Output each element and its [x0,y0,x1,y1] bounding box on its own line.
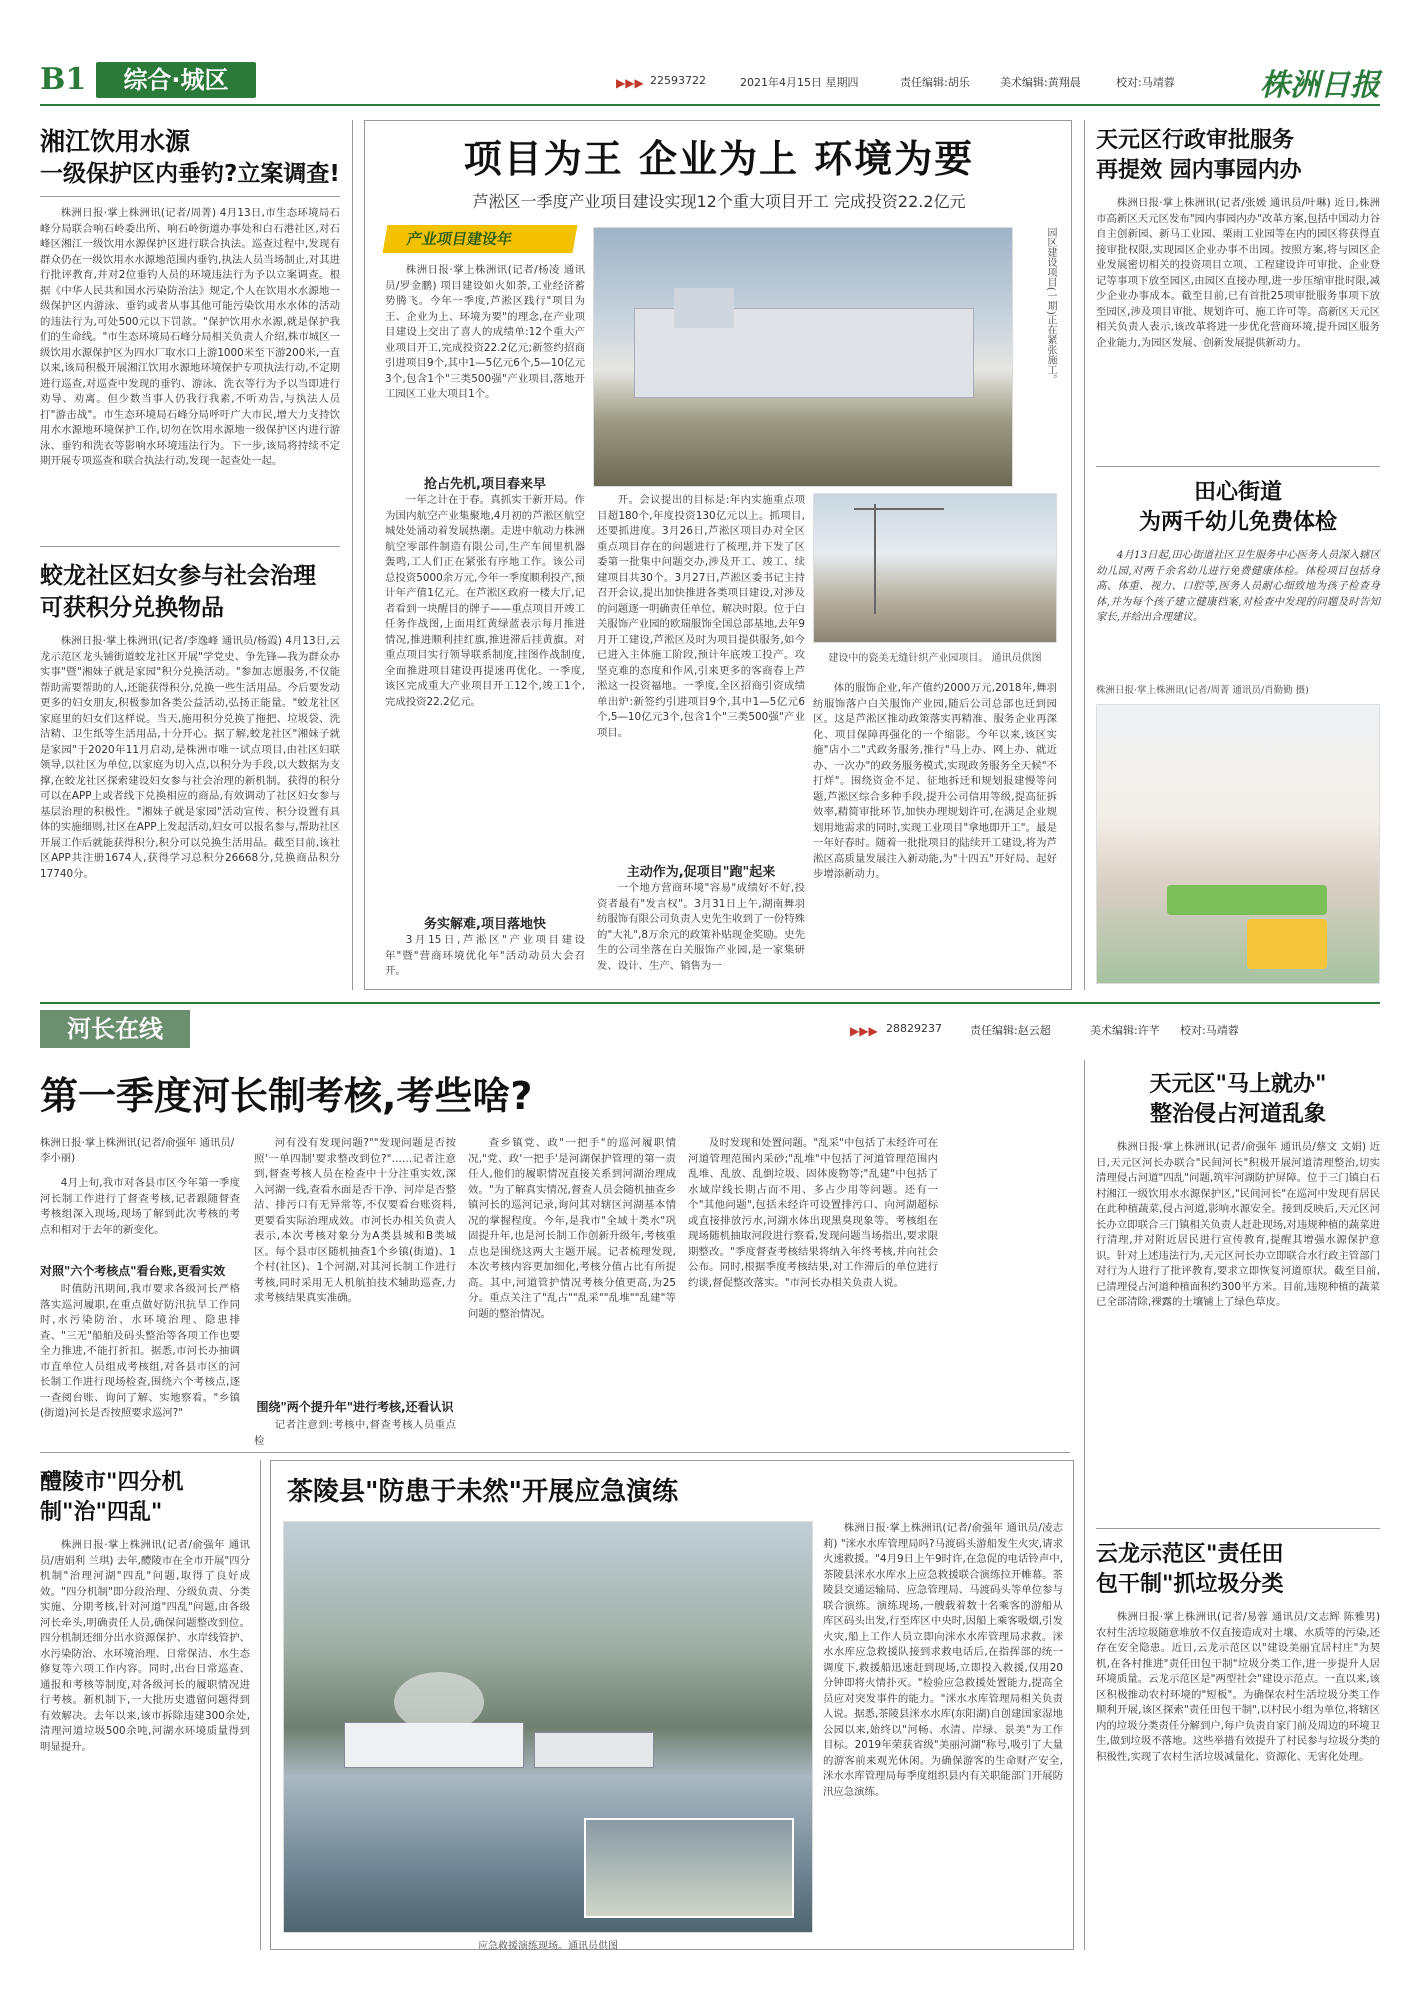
article-title-line2: 制"治"四乱" [40,1500,163,1525]
river-body-1: 时值防汛期间,我市要求各级河长严格落实巡河履职,在重点做好防汛抗旱工作同时,水污染防治、水环境治理、隐患排查、"三无"船舶及码头整治等各项工作也要全力推进,不能打折扣。据悉,市河长办抽调市直单位人员组成考核组,对各县市区的河长制工作进行现场检查,围绕六个考核点,逐一查阅台账、询问了解、实地察看。"乡镇(街道)河长是否按照要求巡河?" [40,1283,240,1419]
page-number: B1 [40,62,87,97]
river-body-2: 河有没有发现问题?""发现问题是否按照'一单四制'要求整改到位?"……记者注意到,督查考核人员在检查中十分注重实效,深入河湖一线,查看水面是否干净、河岸是否整洁、排污口有无异常等,不仅要看台账资料,更要看实际治理成效。市河长办相关负责人表示,本次考核对象分为A类县城和B类城区。每个县市区随机抽查1个乡镇(街道)、1个村(社区)、1个河湖,对其河长制工作进行考核,同时采用无人机航拍技术辅助巡查,力求考核结果真实准确。 [254,1137,456,1304]
article-title-line2: 为两千幼儿免费体检 [1138,510,1337,535]
header-date: 2021年4月15日 星期四 [740,76,859,89]
arrow-icon: ▶▶▶ [850,1024,878,1038]
article-title-line2: 一级保护区内垂钓?立案调查! [40,161,340,187]
article-title-line2: 包干制"抓垃圾分类 [1096,1572,1284,1597]
smoke-shape [394,1672,484,1732]
article-tianyuan-river [1096,1070,1380,1520]
feature-title: 项目为王 企业为上 环境为要 [463,137,975,181]
article-body: 株洲日报·掌上株洲讯(记者/周菁) 4月13日,市生态环境局石峰分局联合响石岭委出所、响石岭街道办事处和白石港社区,对石峰区湘江一级饮用水源保护区进行联合执法。巡查过程中,发现有群众仍在一级饮用水水源地范围内垂钓,执法人员当场制止,对其进行批评教育,并对2位垂钓人员的环境违法行为予以立案调查。根据《中华人民共和国水污染防治法》规定,个人在饮用水水源地一级保护区内游泳、垂钓或者从事其他可能污染饮用水水体的活动的违法行为,可处500元以下罚款。"保护饮用水水源,就是保护我们的生命线。"市生态环境局石峰分局相关负责人介绍,株市城区一级饮用水源保护区为四水厂取水口上游1000米至下游200米,一直以来,该局积极开展湘江饮用水源地环境保护专项执法行动,不定期进行巡查,对巡查中发现的垂钓、游泳、洗衣等行为予以当即进行劝导、劝离。但少数当事人仍我行我素,不听劝告,与执法人员打"游击战"。市生态环境局石峰分局呼吁广大市民,增大力支持饮用水水源地环境保护工作,切勿在饮用水源地一级保护区内进行游泳、垂钓和洗衣等影响水环境违法行为。下一步,该局将持续不定期开展专项巡查和联合执法行动,发现一起查处一起。 [40,207,340,467]
divider [1096,1528,1380,1529]
article-body: 株洲日报·掌上株洲讯(记者/李逸峰 通讯员/杨霞) 4月13日,云龙示范区龙头铺街道蛟龙社区开展"学党史、争先锋—我为群众办实事"暨"湘妹子就是家园"积分兑换活动。"参加志愿服务,不仅能帮助需要帮助的人,还能获得积分,兑换一些生活用品。今后要发动更多的妇女朋友,积极参加各类公益活动,弘扬正能量。"蛟龙社区家庭里的妇女们这样说。当天,施用积分兑换了拖把、垃圾袋、洗洁精、卫生纸等生活用品,十分开心。据了解,蛟龙社区"湘妹子就是家园"于2020年11月启动,是株洲市唯一试点项目,由社区妇联领导,以社区为单位,以家庭为切入点,以积分为手段,以大数据为支撑,在蛟龙社区探索建设妇女参与社会治理的新机制。获得的积分可以在APP上或者线下兑换相应的商品,有效调动了社区妇女参与基层治理的积极性。"湘妹子就是家园"活动宣传、积分设置有具体的实施细则,社区在APP上发起活动,妇女可以报名参与,帮助社区开展工作后就能获得积分,积分可以兑换生活用品。截至目前,该社区APP共注册1674人,获得学习总积分26668分,兑换商品积分17740分。 [40,635,340,880]
feature-photo2-caption: 建设中的瓷美无缝针织产业园项目。 通讯员供图 [828,653,1042,664]
feature-subhead-1: 抢占先机,项目春来早 [424,477,546,492]
column-divider [260,1460,261,1950]
inset-photo [584,1818,794,1918]
column-divider [352,120,353,990]
article-title-line1: 湘江饮用水源 [40,127,191,156]
river-headline: 第一季度河长制考核,考些啥? [40,1074,533,1118]
header-proof: 校对:马靖蓉 [1116,76,1175,89]
feature-col2-end: 一个地方营商环境"容易"成绩好不好,投资者最有"发言权"。3月31日上午,湖南舞羽纺服饰有限公司负责人史先生收到了一份特殊的"大礼",8万余元的政策补贴现金奖励。史先生的公司坐落在白关服饰产业园,是一家集研发、设计、生产、销售为一 [597,882,805,972]
header-phone: 22593722 [650,74,706,87]
article-body: 株洲日报·掌上株洲讯(记者/俞强年 通讯员/蔡文 文娟) 近日,天元区河长办联合"民间河长"积极开展河道清理整治,切实清理侵占河道"四乱"问题,筑牢河湖防护屏障。位于三门镇白石村湘江一级饮用水水源保护区,"民间河长"在巡河中发现有居民在此种植蔬菜,侵占河道,影响水源安全。接到反映后,天元区河长办立即联合三门镇相关负责人赶赴现场,对违规种植的蔬菜进行清理,并对附近居民进行宣传教育,提醒其增强水源保护意识。针对上述违法行为,天元区河长办立即联合水行政主管部门对行为人进行了批评教育,要求立即恢复河道原状。截至目前,已清理侵占河道种植面积约300平方米。目前,违规种植的蔬菜已全部清除,裸露的土壤铺上了绿色草皮。 [1096,1141,1380,1308]
river-section-label: 河长在线 [40,1010,190,1048]
article-title: 茶陵县"防患于未然"开展应急演练 [287,1477,679,1507]
article-title-line1: 田心街道 [1193,480,1282,505]
article-chaling [270,1460,1074,1950]
river-lead: 4月上旬,我市对各县市区今年第一季度河长制工作进行了督查考核,记者跟随督查考核组深入现场,现场了解到此次考核的考点和相对于去年的新变化。 [40,1177,240,1236]
river-art: 美术编辑:许芊 [1090,1024,1160,1037]
article-body: 4月13日起,田心街道社区卫生服务中心医务人员深入辖区幼儿园,对两千余名幼儿进行免费健康体检。体检项目包括身高、体重、视力、口腔等,医务人员耐心细致地为孩子检查身体,并为每个孩子建立健康档案,对检查中发现的问题及时告知家长,并给出合理建议。 [1096,549,1380,623]
feature-subtitle: 芦淞区一季度产业项目建设实现12个重大项目开工 完成投资22.2亿元 [472,192,966,211]
divider [40,1452,1070,1453]
boat-shape [534,1732,654,1768]
drill-photo-caption: 应急救援演练现场。通讯员供图 [478,1941,618,1952]
article-jiaolong [40,560,340,990]
feature-box [364,120,1072,990]
divider [1096,466,1380,467]
feature-subhead-3: 主动作为,促项目"跑"起来 [626,865,776,880]
drill-photo [283,1521,813,1933]
section-rule [40,1002,1380,1004]
table-shape [1167,885,1327,915]
river-editor: 责任编辑:赵云超 [970,1024,1051,1037]
river-body-2b: 记者注意到:考核中,督查考核人员重点检 [254,1419,456,1447]
building-shape [674,288,734,328]
arrow-icon: ▶▶▶ [616,76,644,90]
crane-shape [874,504,876,614]
article-title-line2: 再提效 园内事园内办 [1096,158,1302,183]
title-underline [40,196,340,197]
feature-col3-body: 体的服饰企业,年产值约2000万元,2018年,舞羽纺服饰落户白关服饰产业园,随后公司总部也迁到园区。这是芦淞区推动政策落实再精准、服务企业再深化、项目保障再强化的一个缩影。今年以来,该区实施"店小二"式政务服务,推行"马上办、网上办、就近办、一次办"的政务服务模式,实现政务服务全天候"不打烊"。围绕资金不足、征地拆迁和规划报建慢等问题,芦淞区综合多种手段,提升公司信用等级,提高征拆效率,精简审批环节,加快办理规划许可,在满足企业规划用地需求的同时,实现工业项目"拿地即开工"。最是一年好春时。随着一批批项目的陆续开工建设,将为芦淞区高质量发展注入新动能,为"十四五"开好局、起好步增添新动力。 [813,682,1057,880]
article-title-line1: 醴陵市"四分机 [40,1470,184,1495]
article-body: 株洲日报·掌上株洲讯(记者/张媛 通讯员/叶琳) 近日,株洲市高新区天元区发布"园内事园内办"改革方案,包括中国动力谷自主创新园、新马工业园、栗雨工业园等在内的园区将获得直接审批权限,实现园区企业办事不出园。按照方案,将与园区企业发展密切相关的投资项目立项、工程建设许可审批、企业登记等事项下放至园区,由园区直接办理,进一步压缩审批时限,减少企业办事成本。截至目前,已有首批25项审批服务事项下放至园区,涉及项目审批、规划许可、施工许可等。高新区天元区相关负责人表示,该改革将进一步优化营商环境,提升园区服务企业能力,为园区发展、创新发展提供新动力。 [1096,197,1380,349]
article-yunlong [1096,1540,1380,1950]
photo-credit: 株洲日报·掌上株洲讯(记者/周菁 通讯员/肖勤勤 摄) [1096,685,1309,696]
feature-col2-body: 开。会议提出的目标是:年内实施重点项目超180个,年度投资130亿元以上。抓项目,还要抓进度。3月26日,芦淞区项目办对全区重点项目存在的问题进行了梳理,并下发了区委第一批集中问题交办,涉及开工、竣工、续建项目共30个。3月27日,芦淞区委书记主持召开会议,提出加快推进各类项目建设,对涉及的问题逐一明确责任单位、解决时限。位于白关服饰产业园的欧瑞服饰全国总部基地,去年9月开工建设,芦淞区及时为项目提供服务,如今已进入主体施工阶段,预计年底竣工投产。攻坚克难的态度和作风,引来更多的客商春上芦淞这一投资福地。一季度,全区招商引资成绩单出炉:新签约引进项目9个,其中1—5亿元6个,5—10亿元3个,包含1个"三类500强"产业项目。 [597,494,805,739]
article-title-line1: 蛟龙社区妇女参与社会治理 [40,563,316,589]
article-tianxin [1096,478,1380,990]
article-tianyuan-approval [1096,126,1380,460]
article-body: 株洲日报·掌上株洲讯(记者/俞强年 通讯员/唐娟利 兰琪) 去年,醴陵市在全市开展"四分机制"治理河湖"四乱"问题,取得了良好成效。"四分机制"即分段治理、分级负责、分类实施、分期考核,针对河道"四乱"问题,由各级河长牵头,明确责任人员,确保问题整改到位。四分机制还细分出水资源保护、水岸线管护、水污染防治、水环境治理、日常保洁、水生态修复等六项工作内容。同时,出台日常巡查、通报和考核等制度,对各级河长的履职情况进行考核。新机制下,一大批历史遗留问题得到有效解决。去年以来,该市拆除违建300余处,清理河道垃圾500余吨,河湖水环境质量得到明显提升。 [40,1539,250,1753]
feature-col1-body: 一年之计在于春。真抓实干新开局。作为国内航空产业集聚地,4月初的芦淞区航空城处处涌动着发展热潮。走进中航动力株洲航空零部件制造有限公司,生产车间里机器轰鸣,工人们正在紧张有序地工作。该公司总投资5000余万元,今年一季度顺利投产,预计年产值1亿元。在芦淞区政府一楼大厅,记者看到一块醒目的牌子——重点项目开竣工任务作战图,上面用红黄绿蓝表示每月推进情况,推进顺利挂红旗,推进滞后挂黄旗。对重点项目实行领导联系制度,挂图作战制度,全面推进项目建设再提速再优化。一季度,该区完成重大产业项目开工12个,竣工1个,完成投资22.2亿元。 [385,494,585,708]
page-header [40,60,1380,104]
feature-lead: 株洲日报·掌上株洲讯(记者/杨凌 通讯员/罗金鹏) 项目建设如火如荼,工业经济蓄势腾飞。今年一季度,芦淞区践行"项目为王、企业为上、环境为要"的理念,在产业项目建设上交出了喜人的成绩单:12个重大产业项目开工,完成投资22.2亿元;新签约招商引进项目9个,其中1—5亿元6个,5—10亿元3个,包含1个"三类500强"产业项目,落地开工园区工业大项目1个。 [385,264,585,400]
river-body-3: 查乡镇党、政"一把手"的巡河履职情况,"党、政'一把手'是河湖保护管理的第一责任人,他们的履职情况直接关系到河湖治理成效。"为了解真实情况,督查人员会随机抽查乡镇河长的巡河记录,询问其对辖区河湖基本情况的掌握程度。今年,是我市"全域十类水"巩固提升年,也是河长制工作创新升级年,考核重点也是围绕这两大主题开展。记者梳理发现,本次考核内容更加细化,考核分值占比有所提高。其中,河道管护情况考核分值更高,为25分。重点关注了"乱占""乱采""乱堆""乱建"等问题的整治情况。 [468,1137,676,1320]
article-title-line2: 可获积分兑换物品 [40,595,224,621]
divider [40,546,340,547]
header-rule [40,104,1380,106]
feature-subhead-2: 务实解难,项目落地快 [424,917,546,932]
feature-photo-building [593,227,1013,487]
river-subhead-2: 围绕"两个提升年"进行考核,还看认识 [256,1400,454,1414]
crane-shape [854,508,944,510]
table-shape [1247,919,1327,969]
article-title-line1: 云龙示范区"责任田 [1096,1542,1284,1567]
river-phone: 28829237 [886,1022,942,1035]
article-water-source [40,126,340,536]
article-body: 株洲日报·掌上株洲讯(记者/易蓉 通讯员/文志辉 陈雅男) 农村生活垃圾随意堆放不仅直接造成对土壤、水质等的污染,还存在安全隐患。近日,云龙示范区以"建设美丽宜居村庄"为契机,在各村推进"责任田包干制"垃圾分类工作,进一步提升人居环境质量。云龙示范区是"两型社会"建设示范点。一直以来,该区积极推动农村环境的"短板"。为确保农村生活垃圾分类工作顺利开展,该区探索"责任田包干制",以村民小组为单位,将辖区内的垃圾分类责任分解到户,每户负责自家门前及周边的环境卫生,做到垃圾不落地。这些举措有效提升了村民参与垃圾分类的积极性,实现了农村生活垃圾减量化、资源化、无害化处理。 [1096,1611,1380,1763]
header-art: 美术编辑:黄翔晨 [1000,76,1081,89]
article-liling [40,1468,250,1950]
feature-photo-caption: 园区建设项目(一期)正在紧张施工。 [1045,227,1056,385]
kids-checkup-photo [1096,704,1380,984]
article-title-line1: 天元区"马上就办" [1149,1072,1327,1097]
river-subhead-1: 对照"六个考核点"看台账,更看实效 [40,1264,226,1278]
column-divider [1084,1060,1085,1950]
river-body-4: 及时发现和处置问题。"乱采"中包括了未经许可在河道管理范围内采砂;"乱堆"中包括了河道管理范围内乱堆、乱放、乱倒垃圾、固体废物等;"乱建"中包括了水域岸线长期占而不用、多占少用等问题。还有一个"其他问题",包括未经许可设置排污口、向河湖超标或直接排放污水,河湖水体出现黑臭现象等。考核组在现场随机抽取河段进行察看,发现问题当场指出,要求限期整改。"季度督查考核结果将纳入年终考核,并向社会公布。同时,根据季度考核结果,对工作滞后的单位进行约谈,督促整改落实。"市河长办相关负责人说。 [688,1137,938,1289]
article-title-line2: 整治侵占河道乱象 [1149,1102,1326,1127]
article-body: 株洲日报·掌上株洲讯(记者/俞强年 通讯员/凌志莉) "洣水水库管理局吗?马渡码头游船发生火灾,请求火速救援。"4月9日上午9时许,在急促的电话铃声中,茶陵县洣水水库水上应急救援联合演练拉开帷幕。茶陵县交通运输局、应急管理局、马渡码头等单位参与联合演练。演练现场,一艘载着数十名乘客的游船从库区码头出发,行至库区中央时,因船上乘客吸烟,引发火灾,船上工作人员立即向洣水水库管理局求救。洣水水库应急救援队接到求救电话后,在指挥部的统一调度下,救援船迅速赶到现场,立即投入救援,仅用20分钟即将火情扑灭。"检验应急救援处置能力,提高全员应对突发事件的能力。"洣水水库管理局相关负责人说。据悉,茶陵县洣水水库(东阳湖)自创建国家湿地公园以来,始终以"河畅、水清、岸绿、景美"为工作目标。2019年荣获省级"美丽河湖"称号,吸引了大量的游客前来观光休闲。为确保游客的生命财产安全,洣水水库管理局每季度组织县内有关职能部门开展防汛应急演练。 [823,1522,1064,1798]
badge-text: 产业项目建设年 [405,230,514,248]
river-proof: 校对:马靖蓉 [1180,1024,1239,1037]
article-title-line1: 天元区行政审批服务 [1096,128,1295,153]
feature-col1-end: 3月15日,芦淞区"产业项目建设年"暨"营商环境优化年"活动动员大会召开。 [385,934,585,977]
river-section-header [40,1010,1380,1054]
column-divider [1084,120,1085,990]
header-editor: 责任编辑:胡乐 [900,76,970,89]
river-byline: 株洲日报·掌上株洲讯(记者/俞强年 通讯员/李小丽) [40,1137,235,1164]
feature-photo-construction [813,493,1057,643]
paper-logo: 株洲日报 [1260,68,1380,103]
feature-badge [383,225,578,253]
section-label: 综合·城区 [96,62,256,98]
